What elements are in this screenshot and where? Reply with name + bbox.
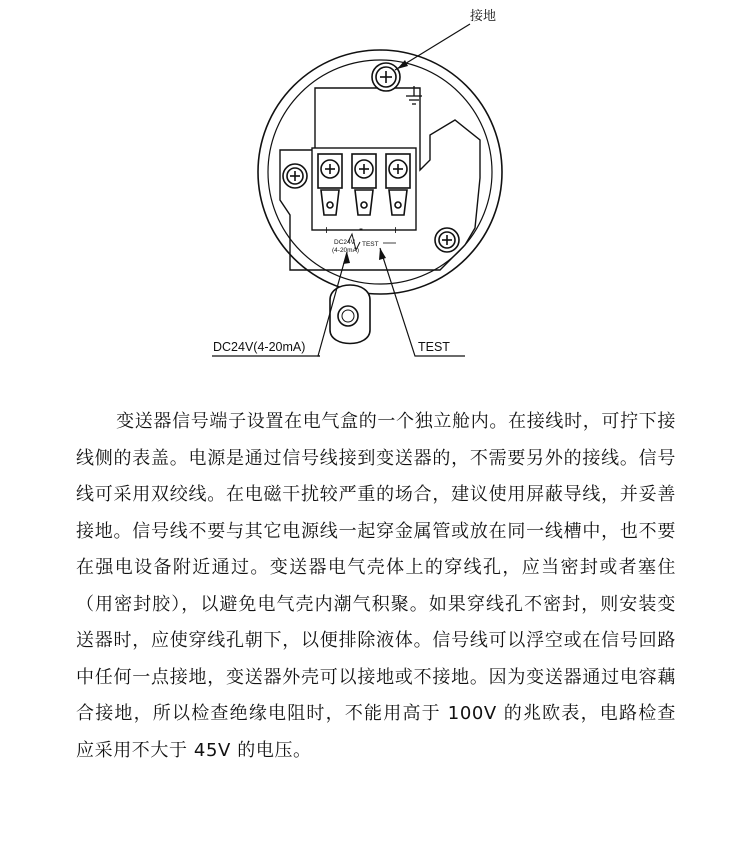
- right-housing-screw: [435, 228, 459, 252]
- terminal-plus-left: +: [323, 223, 331, 237]
- inner-dc-label: DC24V: [334, 239, 355, 246]
- inner-test-label: TEST: [362, 241, 379, 248]
- terminal-minus: -: [359, 221, 363, 235]
- description-text: 变送器信号端子设置在电气盒的一个独立舱内。在接线时，可拧下接线侧的表盖。电源是通过信号线接到变送器的，不需要另外的接线。信号线可采用双绞线。在电磁干扰较严重的场合，建议使用屏蔽导线，并妥善接地。信号线不要与其它电源线一起穿金属管或放在同一线槽中，也不要在强电设备附近通过。变送器电气壳体上的穿线孔，应当密封或者塞住（用密封胶），以避免电气壳内潮气积聚。如果穿线孔不密封，则安装变送器时，应使穿线孔朝下，以便排除液体。信号线可以浮空或在信号回路中任何一点接地，变送器外壳可以接地或不接地。因为变送器通过电容藕合接地，所以检查绝缘电阻时，不能用高于 100V 的兆欧表，电路检查应采用不大于 45V 的电压。: [76, 411, 676, 761]
- inner-range-label: (4-20mA): [332, 247, 360, 254]
- ground-label: 接地: [470, 8, 497, 23]
- ground-screw: [372, 63, 400, 91]
- terminal-plus-right: +: [392, 223, 400, 237]
- test-arrow: [379, 248, 386, 260]
- power-label: DC24V(4-20mA): [213, 340, 306, 354]
- housing-lug: [330, 285, 370, 344]
- terminal-wiring-diagram: [0, 0, 750, 380]
- test-label: TEST: [418, 340, 450, 354]
- left-housing-screw: [283, 164, 307, 188]
- description-paragraph: [76, 404, 676, 769]
